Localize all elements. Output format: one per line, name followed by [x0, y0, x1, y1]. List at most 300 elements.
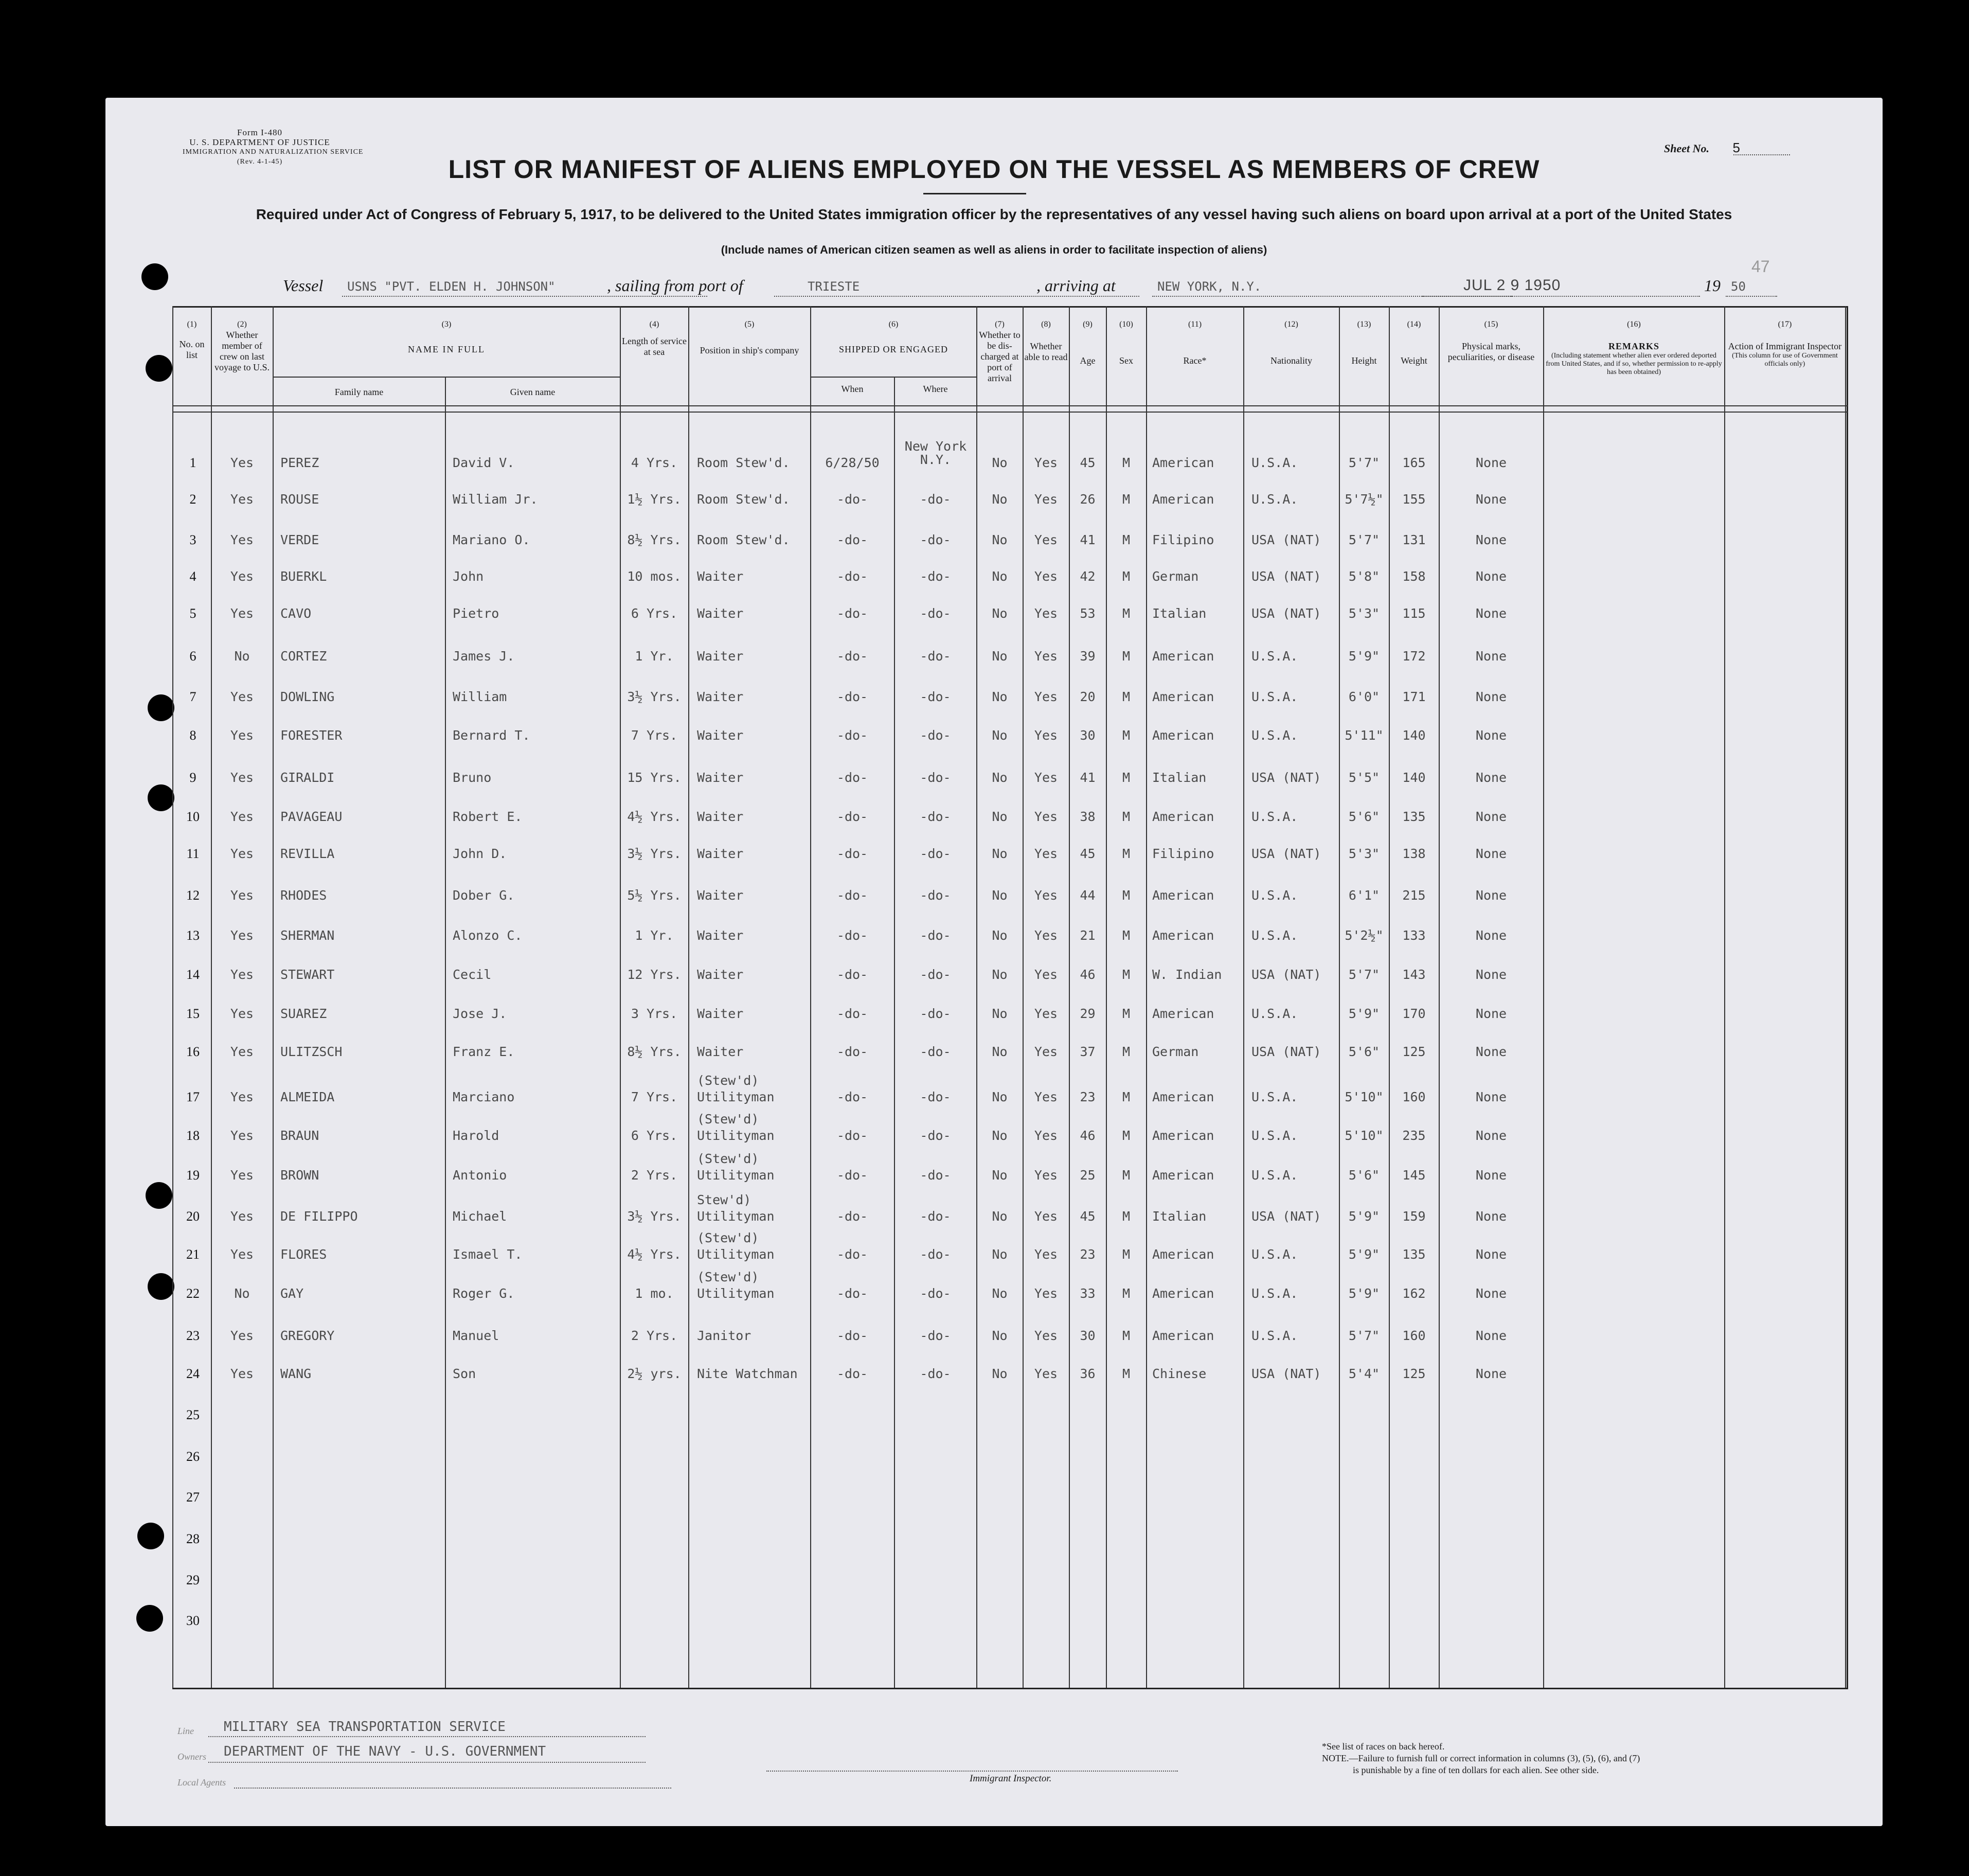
cell-shipped-where: -do- [920, 532, 951, 547]
sheet-number-value: 5 [1732, 140, 1740, 155]
cell-given-name: Pietro [453, 606, 499, 621]
cell-height: 5'9" [1348, 1006, 1380, 1021]
cell-crew-last-voyage: Yes [230, 1089, 254, 1104]
cell-able-to-read: Yes [1034, 770, 1058, 785]
cell-age: 26 [1080, 492, 1096, 507]
cell-shipped-where: -do- [920, 728, 951, 743]
sailing-port: TRIESTE [808, 279, 860, 294]
cell-given-name: Manuel [453, 1328, 499, 1343]
vessel-name: USNS "PVT. ELDEN H. JOHNSON" [347, 279, 556, 294]
punch-hole [137, 1523, 164, 1549]
cell-discharged: No [992, 455, 1008, 470]
cell-given-name: Cecil [453, 967, 492, 982]
cell-length-of-service: 12 Yrs. [627, 967, 682, 982]
cell-nationality: USA (NAT) [1251, 846, 1321, 861]
cell-physical-marks: None [1475, 888, 1507, 903]
cell-sex: M [1122, 1328, 1131, 1343]
cell-crew-last-voyage: Yes [230, 1128, 254, 1143]
cell-crew-last-voyage: Yes [230, 569, 254, 584]
cell-sex: M [1122, 728, 1131, 743]
cell-position: Room Stew'd. [697, 532, 790, 547]
row-number: 1 [189, 455, 196, 470]
cell-height: 5'4" [1348, 1366, 1380, 1381]
header-family-name: Family name [334, 387, 384, 397]
cell-crew-last-voyage: Yes [230, 606, 254, 621]
cell-able-to-read: Yes [1034, 1168, 1058, 1183]
form-department: U. S. DEPARTMENT OF JUSTICE [189, 137, 330, 147]
cell-height: 5'7½" [1345, 492, 1384, 507]
cell-height: 5'7" [1348, 1328, 1380, 1343]
cell-weight: 155 [1402, 492, 1426, 507]
cell-sex: M [1122, 1089, 1131, 1104]
cell-given-name: William [453, 689, 507, 704]
cell-shipped-when: -do- [836, 569, 868, 584]
cell-family-name: SUAREZ [280, 1006, 327, 1021]
cell-sex: M [1122, 928, 1131, 943]
cell-family-name: PEREZ [280, 455, 319, 470]
cell-position: Waiter [697, 689, 744, 704]
cell-family-name: SHERMAN [280, 928, 335, 943]
cell-discharged: No [992, 606, 1008, 621]
cell-shipped-when: -do- [836, 492, 868, 507]
cell-discharged: No [992, 1286, 1008, 1301]
cell-shipped-where: -do- [920, 689, 951, 704]
cell-age: 39 [1080, 649, 1096, 664]
cell-age: 23 [1080, 1089, 1096, 1104]
cell-length-of-service: 3½ Yrs. [627, 1209, 682, 1224]
cell-length-of-service: 7 Yrs. [631, 728, 678, 743]
cell-physical-marks: None [1475, 492, 1507, 507]
cell-position: Nite Watchman [697, 1366, 798, 1381]
cell-race: Italian [1152, 606, 1207, 621]
immigrant-inspector-label: Immigrant Inspector. [970, 1773, 1052, 1784]
row-number: 7 [189, 689, 196, 704]
cell-given-name: Robert E. [453, 809, 523, 824]
cell-able-to-read: Yes [1034, 1366, 1058, 1381]
cell-shipped-where: -do- [920, 649, 951, 664]
cell-shipped-when: -do- [836, 606, 868, 621]
cell-length-of-service: 2 Yrs. [631, 1328, 678, 1343]
cell-shipped-when: -do- [836, 846, 868, 861]
row-number: 12 [186, 888, 200, 903]
cell-position: Waiter [697, 606, 744, 621]
cell-given-name: Michael [453, 1209, 507, 1224]
cell-weight: 171 [1402, 689, 1426, 704]
header-where: Where [923, 384, 948, 394]
form-service: IMMIGRATION AND NATURALIZATION SERVICE [183, 148, 364, 156]
cell-given-name: John D. [453, 846, 507, 861]
cell-race: German [1152, 1044, 1199, 1059]
cell-nationality: USA (NAT) [1251, 967, 1321, 982]
cell-physical-marks: None [1475, 1006, 1507, 1021]
cell-race: American [1152, 649, 1214, 664]
cell-sex: M [1122, 1286, 1131, 1301]
cell-shipped-where: -do- [920, 1006, 951, 1021]
cell-race: American [1152, 689, 1214, 704]
cell-physical-marks: None [1475, 532, 1507, 547]
cell-race: W. Indian [1152, 967, 1222, 982]
cell-race: American [1152, 1286, 1214, 1301]
punch-hole [146, 355, 172, 382]
cell-height: 5'3" [1348, 846, 1380, 861]
cell-nationality: USA (NAT) [1251, 770, 1321, 785]
cell-shipped-where: -do- [920, 846, 951, 861]
cell-height: 5'10" [1345, 1089, 1384, 1104]
cell-given-name: Roger G. [453, 1286, 515, 1301]
arrival-date-stamp: JUL 2 9 1950 [1463, 277, 1561, 294]
cell-weight: 170 [1402, 1006, 1426, 1021]
cell-race: American [1152, 455, 1214, 470]
cell-family-name: VERDE [280, 532, 319, 547]
cell-discharged: No [992, 1247, 1008, 1262]
cell-discharged: No [992, 809, 1008, 824]
row-number: 29 [186, 1573, 200, 1587]
cell-length-of-service: 8½ Yrs. [627, 1044, 682, 1059]
cell-given-name: Harold [453, 1128, 499, 1143]
cell-weight: 125 [1402, 1044, 1426, 1059]
cell-weight: 235 [1402, 1128, 1426, 1143]
cell-length-of-service: 2 Yrs. [631, 1168, 678, 1183]
cell-height: 5'9" [1348, 1209, 1380, 1224]
cell-given-name: John [453, 569, 484, 584]
cell-discharged: No [992, 888, 1008, 903]
cell-shipped-when: -do- [836, 1006, 868, 1021]
cell-length-of-service: 3 Yrs. [631, 1006, 678, 1021]
row-number: 26 [186, 1449, 200, 1464]
cell-family-name: BRAUN [280, 1128, 319, 1143]
cell-sex: M [1122, 1128, 1131, 1143]
cell-physical-marks: None [1475, 1366, 1507, 1381]
cell-shipped-when: -do- [836, 1044, 868, 1059]
crew-table [172, 306, 1848, 1689]
cell-discharged: No [992, 1366, 1008, 1381]
cell-weight: 140 [1402, 770, 1426, 785]
cell-nationality: U.S.A. [1251, 1286, 1298, 1301]
cell-sex: M [1122, 967, 1131, 982]
cell-nationality: U.S.A. [1251, 1168, 1298, 1183]
cell-physical-marks: None [1475, 1128, 1507, 1143]
cell-position: Waiter [697, 1006, 744, 1021]
cell-physical-marks: None [1475, 1247, 1507, 1262]
cell-age: 30 [1080, 1328, 1096, 1343]
punch-hole [141, 263, 168, 290]
cell-physical-marks: None [1475, 846, 1507, 861]
cell-crew-last-voyage: Yes [230, 1044, 254, 1059]
cell-nationality: USA (NAT) [1251, 1209, 1321, 1224]
cell-weight: 160 [1402, 1328, 1426, 1343]
cell-age: 25 [1080, 1168, 1096, 1183]
cell-position: Janitor [697, 1328, 751, 1343]
cell-age: 45 [1080, 1209, 1096, 1224]
cell-able-to-read: Yes [1034, 492, 1058, 507]
cell-discharged: No [992, 1168, 1008, 1183]
cell-discharged: No [992, 1209, 1008, 1224]
cell-age: 46 [1080, 967, 1096, 982]
cell-nationality: USA (NAT) [1251, 606, 1321, 621]
cell-shipped-where: -do- [920, 1168, 951, 1183]
row-number: 23 [186, 1328, 200, 1343]
cell-physical-marks: None [1475, 649, 1507, 664]
cell-position: Waiter [697, 728, 744, 743]
cell-able-to-read: Yes [1034, 1006, 1058, 1021]
cell-discharged: No [992, 1328, 1008, 1343]
cell-position: Utilityman [697, 1209, 775, 1224]
page-title: LIST OR MANIFEST OF ALIENS EMPLOYED ON THE VESSEL AS MEMBERS OF CREW [448, 155, 1540, 184]
line-label: Line [177, 1726, 194, 1736]
cell-weight: 135 [1402, 809, 1426, 824]
cell-race: American [1152, 1089, 1214, 1104]
cell-position: Waiter [697, 770, 744, 785]
arriving-port: NEW YORK, N.Y. [1157, 279, 1262, 294]
cell-sex: M [1122, 846, 1131, 861]
row-number: 17 [186, 1089, 200, 1104]
cell-family-name: ROUSE [280, 492, 319, 507]
cell-length-of-service: 6 Yrs. [631, 606, 678, 621]
cell-length-of-service: 4½ Yrs. [627, 1247, 682, 1262]
cell-height: 5'11" [1345, 728, 1384, 743]
cell-shipped-where: -do- [920, 809, 951, 824]
cell-able-to-read: Yes [1034, 888, 1058, 903]
manifest-sheet [105, 98, 1883, 1826]
cell-crew-last-voyage: No [234, 1286, 250, 1301]
form-revision: (Rev. 4-1-45) [237, 158, 283, 166]
cell-crew-last-voyage: Yes [230, 1168, 254, 1183]
cell-shipped-where: -do- [920, 606, 951, 621]
row-number: 30 [186, 1613, 200, 1628]
cell-shipped-when: -do- [836, 1209, 868, 1224]
cell-discharged: No [992, 492, 1008, 507]
row-number: 14 [186, 967, 200, 982]
cell-able-to-read: Yes [1034, 649, 1058, 664]
cell-crew-last-voyage: Yes [230, 888, 254, 903]
cell-age: 20 [1080, 689, 1096, 704]
cell-weight: 133 [1402, 928, 1426, 943]
cell-race: American [1152, 1128, 1214, 1143]
cell-sex: M [1122, 1366, 1131, 1381]
header-col-11: (11) Race* [1183, 320, 1207, 366]
cell-able-to-read: Yes [1034, 532, 1058, 547]
cell-position-department: (Stew'd) [697, 1270, 759, 1284]
cell-length-of-service: 1 Yr. [635, 649, 674, 664]
footnote-fine-cont: is punishable by a fine of ten dollars for each alien. See other side. [1353, 1765, 1599, 1775]
cell-family-name: BROWN [280, 1168, 319, 1183]
cell-nationality: USA (NAT) [1251, 532, 1321, 547]
cell-nationality: U.S.A. [1251, 455, 1298, 470]
form-number: Form I-480 [237, 128, 282, 137]
cell-shipped-when: -do- [836, 532, 868, 547]
cell-able-to-read: Yes [1034, 1089, 1058, 1104]
cell-crew-last-voyage: Yes [230, 770, 254, 785]
cell-physical-marks: None [1475, 689, 1507, 704]
cell-race: American [1152, 728, 1214, 743]
local-agents-label: Local Agents [177, 1777, 226, 1788]
cell-nationality: USA (NAT) [1251, 569, 1321, 584]
cell-race: American [1152, 928, 1214, 943]
row-number: 19 [186, 1168, 200, 1183]
cell-age: 45 [1080, 846, 1096, 861]
cell-age: 53 [1080, 606, 1096, 621]
row-number: 8 [189, 728, 196, 743]
cell-length-of-service: 1 Yr. [635, 928, 674, 943]
cell-age: 41 [1080, 770, 1096, 785]
cell-physical-marks: None [1475, 770, 1507, 785]
cell-age: 36 [1080, 1366, 1096, 1381]
cell-shipped-where: -do- [920, 1247, 951, 1262]
sailing-label: , sailing from port of [607, 276, 743, 295]
cell-able-to-read: Yes [1034, 728, 1058, 743]
cell-physical-marks: None [1475, 967, 1507, 982]
cell-able-to-read: Yes [1034, 1328, 1058, 1343]
cell-length-of-service: 8½ Yrs. [627, 532, 682, 547]
cell-weight: 162 [1402, 1286, 1426, 1301]
cell-family-name: FLORES [280, 1247, 327, 1262]
cell-discharged: No [992, 532, 1008, 547]
cell-given-name: Franz E. [453, 1044, 515, 1059]
row-number: 28 [186, 1531, 200, 1546]
cell-age: 42 [1080, 569, 1096, 584]
cell-age: 46 [1080, 1128, 1096, 1143]
cell-given-name: Bernard T. [453, 728, 530, 743]
row-number: 4 [189, 569, 196, 584]
cell-weight: 140 [1402, 728, 1426, 743]
row-number: 20 [186, 1209, 200, 1224]
row-number: 22 [186, 1286, 200, 1301]
cell-length-of-service: 3½ Yrs. [627, 846, 682, 861]
cell-position: Waiter [697, 569, 744, 584]
cell-shipped-where: -do- [920, 928, 951, 943]
page-subtitle: Required under Act of Congress of February 5, 1917, to be delivered to the United States immigration officer by the representatives of any vessel having such aliens on board upon arrival at a port of the United States [256, 206, 1732, 222]
year-value: 50 [1731, 279, 1746, 294]
cell-nationality: U.S.A. [1251, 1328, 1298, 1343]
cell-length-of-service: 4 Yrs. [631, 455, 678, 470]
cell-height: 5'9" [1348, 649, 1380, 664]
cell-family-name: WANG [280, 1366, 312, 1381]
cell-position: Utilityman [697, 1168, 775, 1183]
header-col-14: (14) Weight [1401, 320, 1427, 366]
cell-shipped-when: -do- [836, 1366, 868, 1381]
cell-position-department: (Stew'd) [697, 1230, 759, 1245]
row-number: 15 [186, 1006, 200, 1021]
cell-shipped-where: -do- [920, 1366, 951, 1381]
cell-able-to-read: Yes [1034, 846, 1058, 861]
cell-weight: 158 [1402, 569, 1426, 584]
cell-shipped-when: -do- [836, 1128, 868, 1143]
cell-shipped-where: -do- [920, 1089, 951, 1104]
cell-shipped-when: -do- [836, 1089, 868, 1104]
cell-sex: M [1122, 1168, 1131, 1183]
cell-age: 38 [1080, 809, 1096, 824]
cell-height: 5'7" [1348, 967, 1380, 982]
cell-age: 21 [1080, 928, 1096, 943]
line-value: MILITARY SEA TRANSPORTATION SERVICE [224, 1719, 506, 1735]
cell-family-name: STEWART [280, 967, 335, 982]
header-col-15: (15) Physical marks, peculiarities, or disease [1447, 320, 1535, 362]
header-given-name: Given name [510, 387, 556, 397]
cell-shipped-where: -do- [920, 492, 951, 507]
cell-discharged: No [992, 689, 1008, 704]
vessel-label: Vessel [283, 276, 324, 295]
cell-given-name: James J. [453, 649, 515, 664]
cell-crew-last-voyage: Yes [230, 809, 254, 824]
cell-sex: M [1122, 455, 1131, 470]
row-number: 2 [189, 492, 196, 507]
cell-nationality: U.S.A. [1251, 649, 1298, 664]
cell-position: Utilityman [697, 1286, 775, 1301]
cell-discharged: No [992, 846, 1008, 861]
cell-crew-last-voyage: Yes [230, 1006, 254, 1021]
cell-weight: 131 [1402, 532, 1426, 547]
cell-height: 5'6" [1348, 1044, 1380, 1059]
cell-able-to-read: Yes [1034, 1128, 1058, 1143]
cell-shipped-when: -do- [836, 967, 868, 982]
sheet-number-label: Sheet No. [1664, 142, 1709, 155]
cell-position-department: (Stew'd) [697, 1073, 759, 1088]
cell-race: American [1152, 1328, 1214, 1343]
cell-height: 5'2½" [1345, 928, 1384, 943]
cell-position-department: Stew'd) [697, 1192, 751, 1207]
cell-shipped-where: -do- [920, 1286, 951, 1301]
cell-crew-last-voyage: Yes [230, 967, 254, 982]
cell-length-of-service: 3½ Yrs. [627, 689, 682, 704]
footnote-races: *See list of races on back hereof. [1322, 1741, 1445, 1752]
cell-weight: 145 [1402, 1168, 1426, 1183]
cell-sex: M [1122, 569, 1131, 584]
cell-family-name: FORESTER [280, 728, 343, 743]
cell-position: Utilityman [697, 1247, 775, 1262]
cell-race: American [1152, 492, 1214, 507]
cell-shipped-when: -do- [836, 1286, 868, 1301]
owners-value: DEPARTMENT OF THE NAVY - U.S. GOVERNMENT [224, 1744, 546, 1759]
cell-sex: M [1122, 1209, 1131, 1224]
cell-race: American [1152, 809, 1214, 824]
cell-position: Waiter [697, 888, 744, 903]
header-col-8: (8) Whether able to read [1024, 320, 1068, 362]
cell-shipped-when: -do- [836, 649, 868, 664]
cell-shipped-where: -do- [920, 1044, 951, 1059]
cell-sex: M [1122, 649, 1131, 664]
cell-able-to-read: Yes [1034, 809, 1058, 824]
cell-able-to-read: Yes [1034, 928, 1058, 943]
cell-race: American [1152, 1247, 1214, 1262]
cell-physical-marks: None [1475, 606, 1507, 621]
cell-discharged: No [992, 1089, 1008, 1104]
cell-discharged: No [992, 1044, 1008, 1059]
cell-position-department: (Stew'd) [697, 1112, 759, 1127]
cell-sex: M [1122, 1006, 1131, 1021]
cell-shipped-where: -do- [920, 569, 951, 584]
cell-shipped-when: -do- [836, 770, 868, 785]
cell-able-to-read: Yes [1034, 689, 1058, 704]
cell-sex: M [1122, 606, 1131, 621]
cell-shipped-when: -do- [836, 928, 868, 943]
row-number: 16 [186, 1044, 200, 1059]
header-col-13: (13) Height [1351, 320, 1377, 366]
cell-crew-last-voyage: Yes [230, 1328, 254, 1343]
cell-given-name: Ismael T. [453, 1247, 523, 1262]
cell-height: 5'9" [1348, 1247, 1380, 1262]
punch-hole [148, 694, 174, 721]
cell-length-of-service: 4½ Yrs. [627, 809, 682, 824]
cell-family-name: ALMEIDA [280, 1089, 335, 1104]
cell-family-name: DOWLING [280, 689, 335, 704]
header-col-12: (12) Nationality [1270, 320, 1312, 366]
cell-length-of-service: 1 mo. [635, 1286, 674, 1301]
cell-shipped-where: New York N.Y. [904, 439, 967, 467]
cell-given-name: Jose J. [453, 1006, 507, 1021]
cell-position: Waiter [697, 967, 744, 982]
cell-height: 5'10" [1345, 1128, 1384, 1143]
cell-shipped-where: -do- [920, 770, 951, 785]
